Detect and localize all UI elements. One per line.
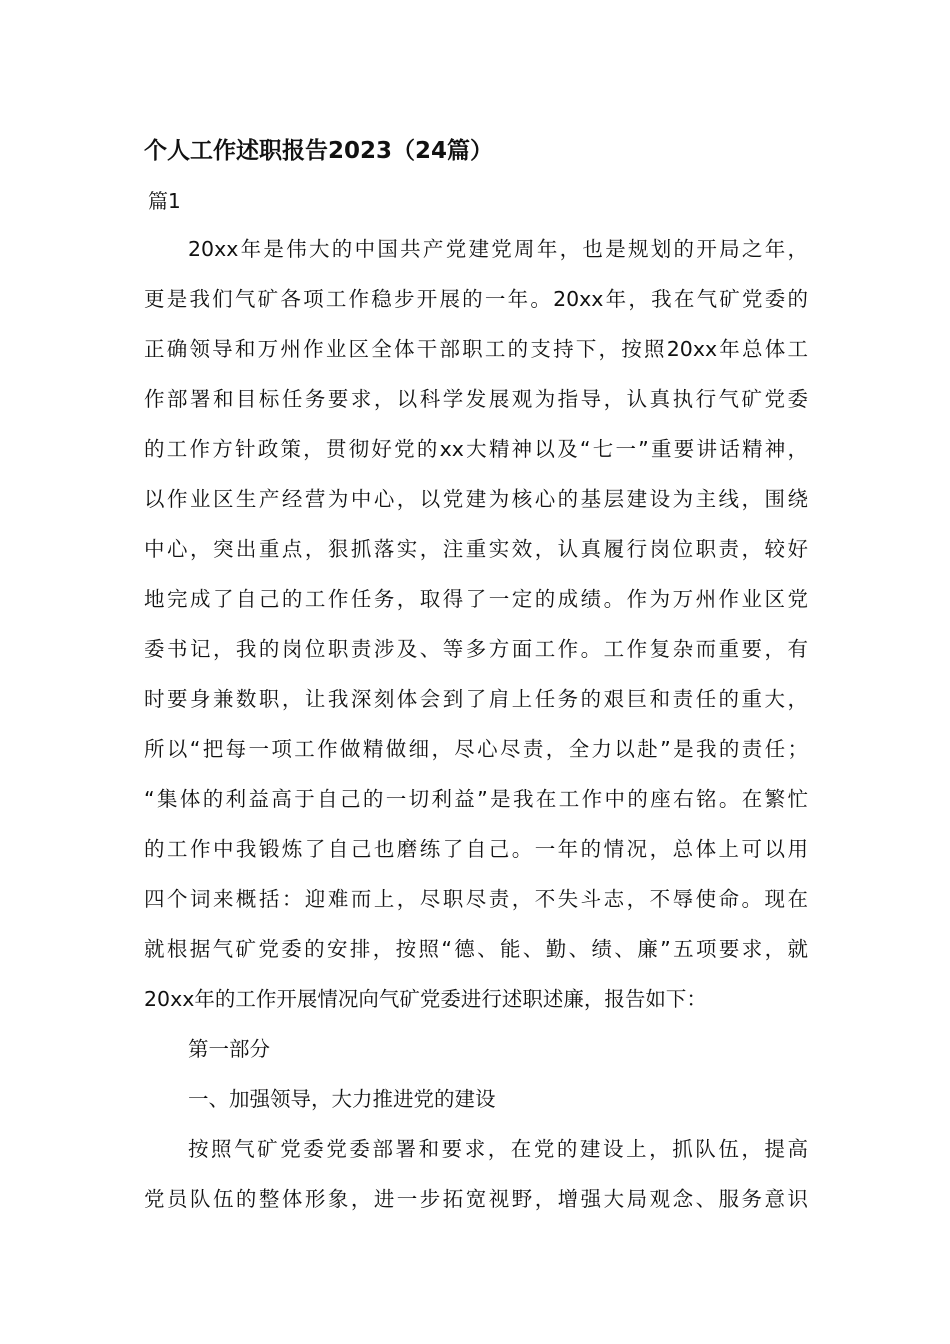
- paragraph-line: 按照气矿党委党委部署和要求，在党的建设上，抓队伍，提高: [188, 1137, 808, 1161]
- paragraph-line: 委书记，我的岗位职责涉及、等多方面工作。工作复杂而重要，有: [144, 637, 808, 661]
- paragraph-line: 地完成了自己的工作任务，取得了一定的成绩。作为万州作业区党: [144, 587, 808, 611]
- paragraph-line: 的工作方针政策，贯彻好党的xx大精神以及“七一”重要讲话精神，: [144, 437, 808, 461]
- subheading: 一、加强领导，大力推进党的建设: [188, 1087, 496, 1111]
- paragraph-line: 时要身兼数职，让我深刻体会到了肩上任务的艰巨和责任的重大，: [144, 687, 808, 711]
- paragraph-line: 20xx年的工作开展情况向气矿党委进行述职述廉，报告如下：: [144, 987, 707, 1011]
- document-title: 个人工作述职报告2023（24篇）: [144, 138, 494, 164]
- paragraph-line: 以作业区生产经营为中心，以党建为核心的基层建设为主线，围绕: [144, 487, 808, 511]
- paragraph-line: 中心，突出重点，狠抓落实，注重实效，认真履行岗位职责，较好: [144, 537, 808, 561]
- paragraph-line: 作部署和目标任务要求，以科学发展观为指导，认真执行气矿党委: [144, 387, 808, 411]
- paragraph-line: 更是我们气矿各项工作稳步开展的一年。20xx年，我在气矿党委的: [144, 287, 808, 311]
- paragraph-line: 20xx年是伟大的中国共产党建党周年，也是规划的开局之年，: [188, 237, 808, 261]
- paragraph-line: “集体的利益高于自己的一切利益”是我在工作中的座右铭。在繁忙: [144, 787, 808, 811]
- paragraph-line: 所以“把每一项工作做精做细，尽心尽责，全力以赴”是我的责任；: [144, 737, 808, 761]
- paragraph-line: 就根据气矿党委的安排，按照“德、能、勤、绩、廉”五项要求，就: [144, 937, 808, 961]
- paragraph-line: 四个词来概括：迎难而上，尽职尽责，不失斗志，不辱使命。现在: [144, 887, 808, 911]
- part-heading: 第一部分: [188, 1037, 270, 1061]
- paragraph-line: 的工作中我锻炼了自己也磨练了自己。一年的情况，总体上可以用: [144, 837, 808, 861]
- paragraph-line: 党员队伍的整体形象，进一步拓宽视野，增强大局观念、服务意识: [144, 1187, 808, 1211]
- paragraph-1: [144, 224, 808, 1224]
- paragraph-line: 正确领导和万州作业区全体干部职工的支持下，按照20xx年总体工: [144, 337, 808, 361]
- section-label: 篇1: [148, 189, 181, 213]
